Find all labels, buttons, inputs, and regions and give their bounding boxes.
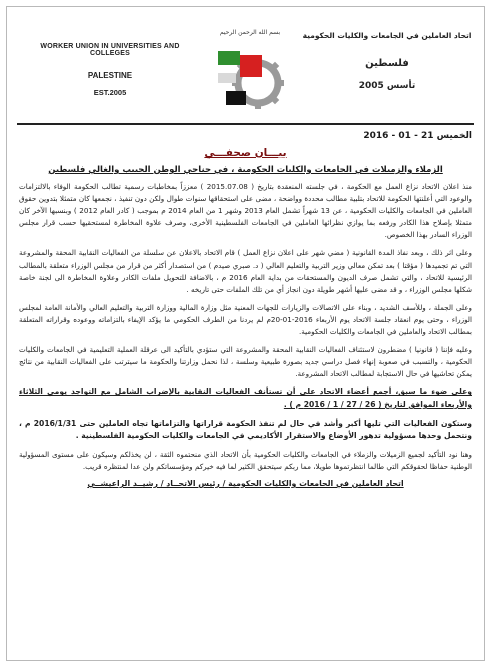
paragraph: وهنا نود التأكيد لجميع الزميلات والزملاء في الجامعات والكليات الحكومية بأن الاتحاد الذي منحتموه الثقة ، لن يخذلكم وسيكون على مستوى المسؤولية الوطنية حفاظا لحقوقكم التي طالما انتظرتموها طويلا، مما ربكم سيتحقق الكثير لما فيه خيركم ومؤسساتكم ولن عدا لمنتظره قريب. <box>19 449 472 471</box>
paragraph: وعليه فإننا ( قانونيا ) مضطرون لاستئناف الفعاليات النقابية المحقة والمشروعة التي ستؤدي بالتأكيد الى عرقلة العملية التعليمية في الجامعات والكليات الحكومية ، والتسبب في صعوبة إنهاء فصل دراسي جديد بصورة طبيعية وسلسة ، لذا نحمل وزارتنا والحكومة ما سيترتب على الفعاليات النقابية من نتائج يمكن تحاشيها في حال الاستجابة لمطالب الاتحاد المشروعة. <box>19 345 472 379</box>
arabic-country: فلسطين <box>365 58 409 69</box>
paragraph: منذ اعلان الاتحاد نزاع العمل مع الحكومة ، في جلسته المنعقدة بتاريخ ( 2015.07.08 ) معززاً بمخاطبات رسمية تطالب الحكومة الوفاء بالالتزامات والوعود التي أعلنتها الحكومة للاتحاد بتلبية مطالب محددة وواضحة ، مضى على استحقاقها سنوات طوال ولكن دون تنفيذ ، نجمعها كان متمثلا بتدوين حقوق العاملين في الجامعات والكليات الحكومية ، عن 13 شهراً تشمل العام 2013 وشهر 1 من العام 2014 م بموجب ( كادر العام 2012 ) وبنسبها الآخر كان متمثلا بإصلاح هذا الكادر ورفعه بما يوازي نظرائها العاملين في الجامعات الفلسطينية الأخرى، وصرف علاوة المخاطرة لمستحقيها حسب قرار مجلس الوزراء السادر بهذا الخصوص. <box>19 182 473 240</box>
signature-line: اتحاد العاملين في الجامعات والكليات الحكومية / رئيس الاتحــاد / رشيــد الراعيشــي <box>87 478 404 488</box>
paragraph: وعلى الجملة ، وللأسف الشديد ، وبناء على الاتصالات والزيارات للجهات المعنية مثل وزارة المالية ووزارة التربية والتعليم العالي والأمانة العامة لمجلس الوزراء ، وحتى يوم انعقاد جلسة الاتحاد يوم الأربعاء 2016-01-20م لم يردنا من الطرف الحكومي ما يؤكد الإيفاء بالتزاماته ووعوده وقراراته المتعلقة بمطالب الاتحاد والعاملين في الجامعات والكليات الحكومية. <box>19 302 472 337</box>
paragraph: وعلى اثر ذلك ، وبعد نفاذ المدة القانونية ( مضي شهر على اعلان نزاع العمل ) قام الاتحاد بالاعلان عن سلسلة من الفعاليات النقابية المحقة والمشروعة التي تم تجميدها ( مؤقتا ) بعد تمكن معالي وزير التربية والتعليم العالي ( د. صبري صيدم ) من استصدار أكثر من قرار من مجلس الوزراء متعلقة بالمطالب الرئيسية للاتحاد ، والتي تشمل صرف الديون والمستحقات من بداية العام 2016 م ، بالاضافة للتحويل ملفات الكادر وعلاوة المخاطرة الى لجنة خاصة شكلها مجلس الوزراء ، و قد مضى عليها أشهر طويلة دون انجاز أي من تلك الملفات حتى تاريخه . <box>19 248 472 294</box>
document-page <box>6 6 485 661</box>
document-date: الخميس 21 - 01 - 2016 <box>363 131 472 141</box>
arabic-union-name: اتحاد العاملين في الجامعات والكليات الحكومية <box>302 31 472 40</box>
letterhead-arabic <box>302 31 472 91</box>
paragraph-decision: وعلى ضوء ما سبق، أجمع أعضاء الاتحاد على أن تستأنف الفعاليات النقابية بالإضراب الشامل مع التواجد يومي الثلاثاء والأربعاء الموافق لتاريخ ( 26 / 27 / 1 / 2016 م ) . <box>19 387 472 409</box>
header-divider <box>17 123 474 125</box>
arabic-established: تأسس 2005 <box>358 81 416 91</box>
union-logo-icon <box>210 33 290 111</box>
english-country: PALESTINE <box>87 71 133 80</box>
english-established: EST.2005 <box>93 88 127 97</box>
document-subtitle: الزملاء والزميلات في الجامعات والكليات الحكومية ، في جناحي الوطن الحبيب والغالي فلسطين <box>48 165 443 175</box>
english-union-name: WORKER UNION IN UNIVERSITIES AND COLLEGES <box>40 43 180 57</box>
letterhead-english <box>35 43 185 97</box>
basmala: بسم الله الرحمن الرحيم <box>219 29 281 36</box>
document-body <box>19 129 472 488</box>
paragraph-warning: وستكون الفعاليات التي تليها أكبر وأشد في حال لم تنفذ الحكومة قراراتها والتزاماتها تجاه العاملين حتى 2016/1/31 م ، ونتحمل وحدها مسؤولية تدهور الأوضاع والاستقرار الأكاديمي في الجامعات والكليات الحكومية الفلسطينية . <box>19 418 472 441</box>
document-title: بيـــان صحفـــي <box>204 147 287 159</box>
letterhead <box>7 7 484 125</box>
